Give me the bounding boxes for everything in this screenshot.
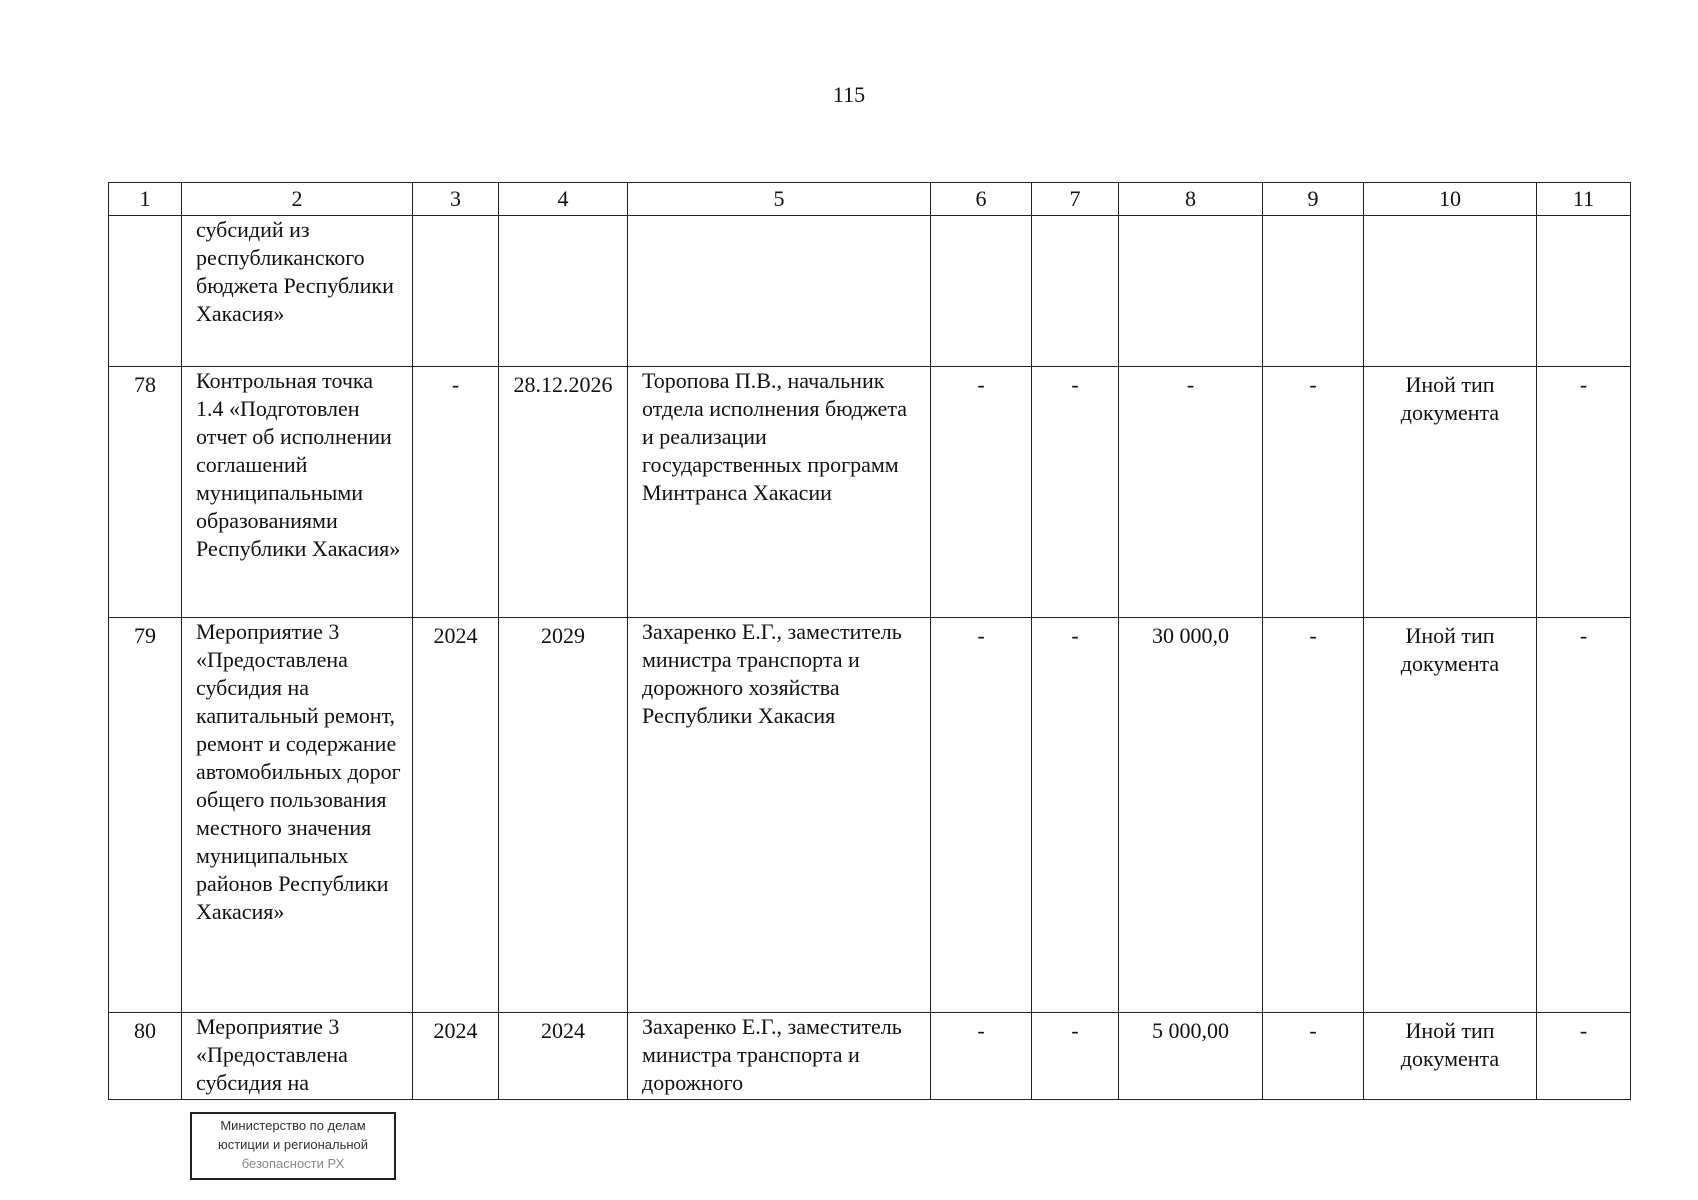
end-cell: 2024 [499, 1013, 628, 1100]
end-cell: 2029 [499, 618, 628, 1013]
amount-cell: 30 000,0 [1119, 618, 1263, 1013]
row-number-cell [109, 216, 182, 367]
column-header: 1 [109, 183, 182, 216]
table-header-row [109, 183, 1631, 216]
col9-cell: - [1263, 618, 1364, 1013]
registration-stamp [190, 1112, 396, 1180]
amount-cell: 5 000,00 [1119, 1013, 1263, 1100]
amount-cell: - [1119, 367, 1263, 618]
col9-cell: - [1263, 367, 1364, 618]
stamp-line: юстиции и региональной [217, 1137, 369, 1152]
document-type-cell [1364, 216, 1537, 367]
end-cell: 28.12.2026 [499, 367, 628, 618]
col6-cell: - [931, 618, 1032, 1013]
start-cell [413, 216, 499, 367]
col7-cell: - [1032, 618, 1119, 1013]
col11-cell: - [1537, 1013, 1631, 1100]
col7-cell: - [1032, 1013, 1119, 1100]
column-header: 5 [628, 183, 931, 216]
responsible-cell: Торопова П.В., начальник отдела исполнения бюджета и реализации государственных программ Минтранса Хакасии [628, 367, 931, 618]
col11-cell: - [1537, 367, 1631, 618]
description-cell: Мероприятие 3 «Предоставлена субсидия на [182, 1013, 413, 1100]
stamp-line: безопасности РХ [241, 1156, 345, 1171]
table-row [109, 216, 1631, 367]
start-cell: 2024 [413, 618, 499, 1013]
description-cell: Контрольная точка 1.4 «Подготовлен отчет об исполнении соглашений муниципальными образованиями Республики Хакасия» [182, 367, 413, 618]
column-header: 8 [1119, 183, 1263, 216]
document-type-cell: Иной тип документа [1364, 1013, 1537, 1100]
table-row [109, 618, 1631, 1013]
document-type-cell: Иной тип документа [1364, 367, 1537, 618]
end-cell [499, 216, 628, 367]
row-number-cell: 80 [109, 1013, 182, 1100]
column-header: 2 [182, 183, 413, 216]
responsible-cell: Захаренко Е.Г., заместитель министра транспорта и дорожного [628, 1013, 931, 1100]
table-row [109, 367, 1631, 618]
row-number-cell: 79 [109, 618, 182, 1013]
col6-cell: - [931, 367, 1032, 618]
responsible-cell: Захаренко Е.Г., заместитель министра транспорта и дорожного хозяйства Республики Хакасия [628, 618, 931, 1013]
start-cell: 2024 [413, 1013, 499, 1100]
col9-cell [1263, 216, 1364, 367]
column-header: 6 [931, 183, 1032, 216]
col7-cell: - [1032, 367, 1119, 618]
column-header: 9 [1263, 183, 1364, 216]
column-header: 11 [1537, 183, 1631, 216]
column-header: 10 [1364, 183, 1537, 216]
table-row [109, 1013, 1631, 1100]
col7-cell [1032, 216, 1119, 367]
col6-cell: - [931, 1013, 1032, 1100]
column-header: 4 [499, 183, 628, 216]
start-cell: - [413, 367, 499, 618]
amount-cell [1119, 216, 1263, 367]
column-header: 7 [1032, 183, 1119, 216]
document-table [108, 182, 1631, 1100]
col11-cell [1537, 216, 1631, 367]
col9-cell: - [1263, 1013, 1364, 1100]
row-number-cell: 78 [109, 367, 182, 618]
stamp-line: Министерство по делам [220, 1118, 366, 1133]
description-cell: субсидий из республиканского бюджета Республики Хакасия» [182, 216, 413, 367]
document-type-cell: Иной тип документа [1364, 618, 1537, 1013]
responsible-cell [628, 216, 931, 367]
col6-cell [931, 216, 1032, 367]
description-cell: Мероприятие 3 «Предоставлена субсидия на капитальный ремонт, ремонт и содержание автомобильных дорог общего пользования местного значения муниципальных районов Республики Хакасия» [182, 618, 413, 1013]
column-header: 3 [413, 183, 499, 216]
page-number: 115 [832, 82, 866, 107]
col11-cell: - [1537, 618, 1631, 1013]
